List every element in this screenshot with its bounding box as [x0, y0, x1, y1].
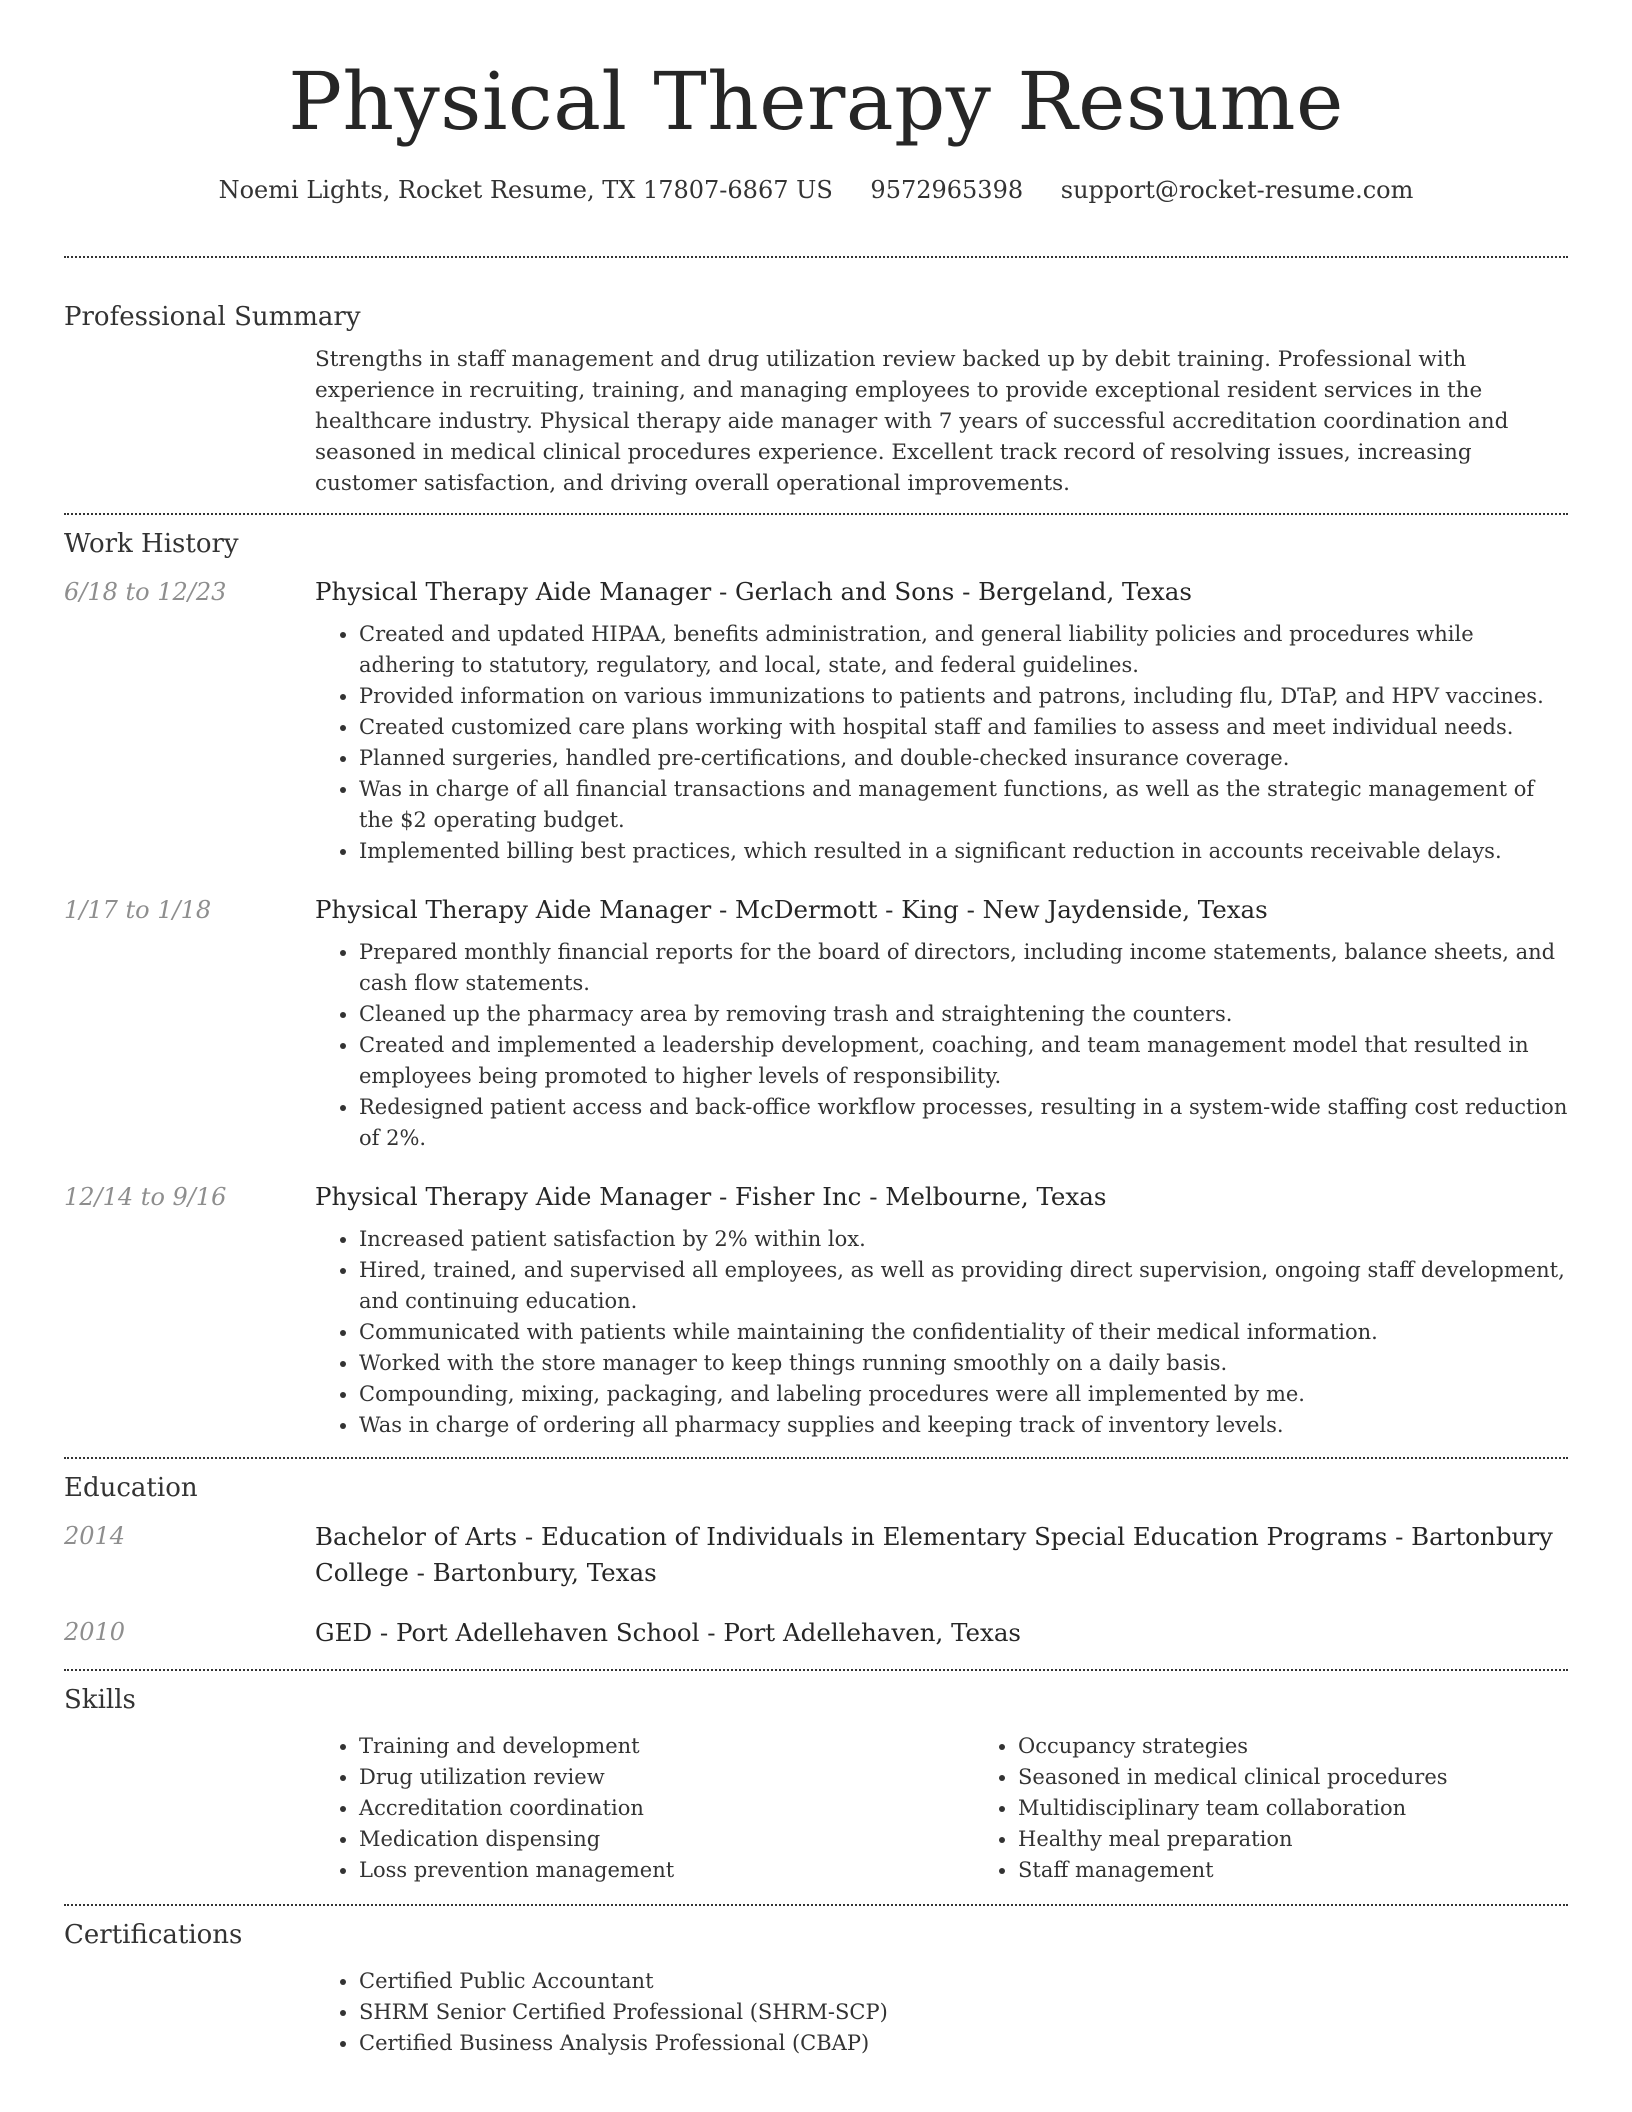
education-section	[64, 1471, 1568, 1651]
list-item: • Multidisciplinary team collaboration	[1018, 1793, 1568, 1824]
list-item: • Created and updated HIPAA, benefits administration, and general liability policies and procedures while adhering to statutory, regulatory, and local, state, and federal guidelines.	[359, 619, 1568, 681]
list-item: • Staff management	[1018, 1855, 1568, 1886]
list-item: • Training and development	[359, 1731, 974, 1762]
list-item: • Certified Business Analysis Professional (CBAP)	[359, 2028, 1568, 2059]
education-year: 2010	[64, 1618, 126, 1646]
list-item: • Prepared monthly financial reports for the board of directors, including income statements, balance sheets, and cash flow statements.	[359, 937, 1568, 999]
section-heading: Professional Summary	[64, 302, 361, 332]
section-heading: Education	[64, 1473, 198, 1503]
contact-phone: 9572965398	[870, 176, 1024, 204]
job-bullets	[315, 937, 1568, 1154]
list-item: • Implemented billing best practices, which resulted in a significant reduction in accounts receivable delays.	[359, 836, 1568, 867]
job-bullets	[315, 1224, 1568, 1441]
education-title: Bachelor of Arts - Education of Individuals in Elementary Special Education Programs - Bartonbury College - Bartonbury, Texas	[315, 1522, 1553, 1587]
skills-list-right	[974, 1731, 1568, 1886]
list-item: • Was in charge of all financial transactions and management functions, as well as the strategic management of the $2 operating budget.	[359, 774, 1568, 836]
list-item: • SHRM Senior Certified Professional (SHRM-SCP)	[359, 1997, 1568, 2028]
list-item: • Occupancy strategies	[1018, 1731, 1568, 1762]
work-history-section	[64, 527, 1568, 1441]
job-entry	[64, 575, 1568, 867]
list-item: • Was in charge of ordering all pharmacy supplies and keeping track of inventory levels.	[359, 1410, 1568, 1441]
list-item: • Created customized care plans working with hospital staff and families to assess and meet individual needs.	[359, 712, 1568, 743]
contact-email: support@rocket-resume.com	[1060, 176, 1414, 204]
job-title: Physical Therapy Aide Manager - McDermott - King - New Jaydenside, Texas	[315, 895, 1268, 924]
section-divider	[64, 513, 1568, 515]
list-item: • Seasoned in medical clinical procedures	[1018, 1762, 1568, 1793]
section-divider	[64, 256, 1568, 258]
list-item: • Cleaned up the pharmacy area by removing trash and straightening the counters.	[359, 999, 1568, 1030]
education-entry	[64, 1519, 1568, 1591]
job-title: Physical Therapy Aide Manager - Gerlach and Sons - Bergeland, Texas	[315, 577, 1192, 606]
list-item: • Loss prevention management	[359, 1855, 974, 1886]
list-item: • Healthy meal preparation	[1018, 1824, 1568, 1855]
list-item: • Increased patient satisfaction by 2% within lox.	[359, 1224, 1568, 1255]
job-dates: 12/14 to 9/16	[64, 1183, 227, 1211]
section-divider	[64, 1457, 1568, 1459]
list-item: • Medication dispensing	[359, 1824, 974, 1855]
list-item: • Certified Public Accountant	[359, 1966, 1568, 1997]
job-entry	[64, 893, 1568, 1154]
skills-columns	[315, 1731, 1568, 1886]
skills-section	[64, 1683, 1568, 1886]
job-title: Physical Therapy Aide Manager - Fisher Inc - Melbourne, Texas	[315, 1182, 1107, 1211]
job-dates: 1/17 to 1/18	[64, 896, 212, 924]
list-item: • Drug utilization review	[359, 1762, 974, 1793]
resume-page	[64, 0, 1568, 2059]
education-title: GED - Port Adellehaven School - Port Adellehaven, Texas	[315, 1618, 1022, 1647]
section-heading: Skills	[64, 1685, 136, 1715]
list-item: • Planned surgeries, handled pre-certifications, and double-checked insurance coverage.	[359, 743, 1568, 774]
list-item: • Communicated with patients while maintaining the confidentiality of their medical information.	[359, 1317, 1568, 1348]
skills-list-left	[315, 1731, 974, 1886]
list-item: • Redesigned patient access and back-office workflow processes, resulting in a system-wide staffing cost reduction of 2%.	[359, 1092, 1568, 1154]
list-item: • Accreditation coordination	[359, 1793, 974, 1824]
section-heading: Work History	[64, 529, 239, 559]
certifications-section	[64, 1918, 1568, 2059]
certifications-list	[315, 1966, 1568, 2059]
section-heading: Certifications	[64, 1920, 243, 1950]
job-bullets	[315, 619, 1568, 867]
contact-line	[64, 172, 1568, 208]
list-item: • Provided information on various immunizations to patients and patrons, including flu, DTaP, and HPV vaccines.	[359, 681, 1568, 712]
list-item: • Compounding, mixing, packaging, and labeling procedures were all implemented by me.	[359, 1379, 1568, 1410]
list-item: • Worked with the store manager to keep things running smoothly on a daily basis.	[359, 1348, 1568, 1379]
list-item: • Created and implemented a leadership development, coaching, and team management model that resulted in employees being promoted to higher levels of responsibility.	[359, 1030, 1568, 1092]
contact-address: Noemi Lights, Rocket Resume, TX 17807-6867 US	[218, 176, 833, 204]
job-dates: 6/18 to 12/23	[64, 578, 227, 606]
education-entry	[64, 1615, 1568, 1651]
list-item: • Hired, trained, and supervised all employees, as well as providing direct supervision, ongoing staff development, and continuing education.	[359, 1255, 1568, 1317]
section-divider	[64, 1904, 1568, 1906]
summary-text: Strengths in staff management and drug utilization review backed up by debit training. Professional with experience in recruiting, training, and managing employees to provide exceptional resident services in the healthcare industry. Physical therapy aide manager with 7 years of successful accreditation coordination and seasoned in medical clinical procedures experience. Excellent track record of resolving issues, increasing customer satisfaction, and driving overall operational improvements.	[315, 347, 1509, 496]
job-entry	[64, 1180, 1568, 1441]
education-year: 2014	[64, 1522, 126, 1550]
professional-summary-section	[64, 300, 1568, 499]
section-divider	[64, 1669, 1568, 1671]
resume-title: Physical Therapy Resume	[288, 55, 1344, 148]
